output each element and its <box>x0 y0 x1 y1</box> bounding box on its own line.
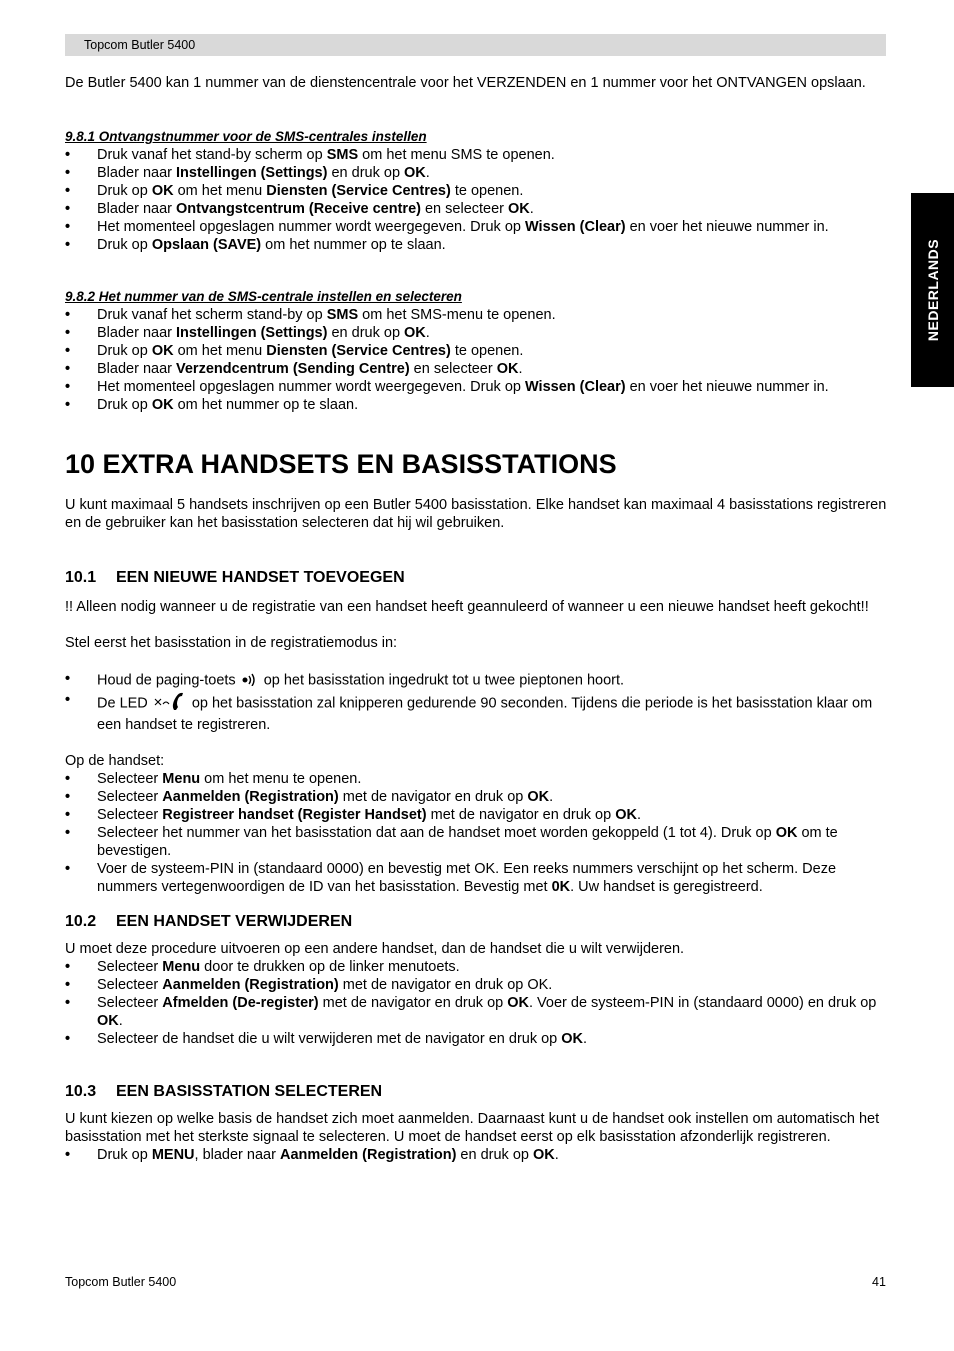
list-item: • Selecteer de handset die u wilt verwijderen met de navigator en druk op OK. <box>65 1030 890 1048</box>
section-number: 10.2 <box>65 913 97 930</box>
list-item: • De LED op het basisstation zal knipperen gedurende 90 seconden. Tijdens die periode is het basisstation klaar om een handset te registreren. <box>65 691 890 734</box>
list-item: • Selecteer Menu om het menu te openen. <box>65 770 890 788</box>
s981-list <box>65 146 890 254</box>
s103-intro: U kunt kiezen op welke basis de handset zich moet aanmelden. Daarnaast kunt u de handset ook instellen om automatisch het basisstation met het sterkste signaal te selecteren. U moet de handset eerst op elk basisstation afzonderlijk registreren. <box>65 1111 880 1145</box>
chapter-title: 10 EXTRA HANDSETS EN BASISSTATIONS <box>65 449 617 479</box>
header-title: Topcom Butler 5400 <box>84 38 196 52</box>
list-item: • Blader naar Instellingen (Settings) en druk op OK. <box>65 324 890 342</box>
section-number: 10.1 <box>65 569 97 586</box>
page-header <box>65 34 886 56</box>
subsection-9-8-2-title: 9.8.2 Het nummer van de SMS-centrale instellen en selecteren <box>65 289 462 304</box>
led-phone-icon <box>152 691 188 716</box>
list-item: • Druk op OK om het menu Diensten (Service Centres) te openen. <box>65 342 890 360</box>
language-tab <box>911 193 954 387</box>
s101-p1: Stel eerst het basisstation in de registratiemodus in: <box>65 635 398 651</box>
list-item: • Het momenteel opgeslagen nummer wordt weergegeven. Druk op Wissen (Clear) en voer het nieuwe nummer in. <box>65 378 890 396</box>
chapter-intro: U kunt maximaal 5 handsets inschrijven op een Butler 5400 basisstation. Elke handset kan maximaal 4 basisstations registreren en de gebruiker kan het basisstation selecteren dat hij wil gebruiken. <box>65 497 887 531</box>
list-item: • Houd de paging-toets op het basisstation ingedrukt tot u twee pieptonen hoort. <box>65 670 890 691</box>
s102-list <box>65 958 890 1048</box>
list-item: • Selecteer het nummer van het basisstation dat aan de handset moet worden gekoppeld (1 tot 4). Druk op OK om te bevestigen. <box>65 824 890 860</box>
list-item: • Selecteer Aanmelden (Registration) met de navigator en druk op OK. <box>65 976 890 994</box>
list-item: • Druk op Opslaan (SAVE) om het nummer op te slaan. <box>65 236 890 254</box>
page-content <box>65 74 890 1164</box>
list-item: • Druk vanaf het scherm stand-by op SMS om het SMS-menu te openen. <box>65 306 890 324</box>
list-item: • Het momenteel opgeslagen nummer wordt weergegeven. Druk op Wissen (Clear) en voer het nieuwe nummer in. <box>65 218 890 236</box>
s982-list <box>65 306 890 414</box>
section-title: EEN BASISSTATION SELECTEREN <box>116 1083 383 1100</box>
s101-base-list <box>65 670 890 734</box>
s101-note: !! Alleen nodig wanneer u de registratie van een handset heeft geannuleerd of wanneer u een nieuwe handset heeft gekocht!! <box>65 599 869 615</box>
section-title: EEN HANDSET VERWIJDEREN <box>116 913 353 930</box>
footer-title: Topcom Butler 5400 <box>65 1275 177 1289</box>
section-title: EEN NIEUWE HANDSET TOEVOEGEN <box>116 569 405 586</box>
list-item: • Selecteer Registreer handset (Register Handset) met de navigator en druk op OK. <box>65 806 890 824</box>
section-10-1-heading <box>65 568 890 588</box>
list-item: • Blader naar Instellingen (Settings) en druk op OK. <box>65 164 890 182</box>
subsection-9-8-1-title: 9.8.1 Ontvangstnummer voor de SMS-centrales instellen <box>65 129 427 144</box>
intro-paragraph: De Butler 5400 kan 1 nummer van de dienstencentrale voor het VERZENDEN en 1 nummer voor het ONTVANGEN opslaan. <box>65 75 866 91</box>
language-tab-label: NEDERLANDS <box>924 238 941 342</box>
section-10-3-heading <box>65 1082 890 1102</box>
list-item: • Druk op OK om het menu Diensten (Service Centres) te openen. <box>65 182 890 200</box>
list-item: • Voer de systeem-PIN in (standaard 0000) en bevestig met OK. Een reeks nummers verschijnt op het scherm. Deze nummers vertegenwoordigen de ID van het basisstation. Bevestig met 0K. Uw handset is geregistreerd. <box>65 860 890 896</box>
section-10-2-heading <box>65 912 890 932</box>
list-item: • Druk op MENU, blader naar Aanmelden (Registration) en druk op OK. <box>65 1146 890 1164</box>
paging-icon <box>240 670 260 691</box>
list-item: • Blader naar Verzendcentrum (Sending Centre) en selecteer OK. <box>65 360 890 378</box>
list-item: • Druk vanaf het stand-by scherm op SMS om het menu SMS te openen. <box>65 146 890 164</box>
s102-intro: U moet deze procedure uitvoeren op een andere handset, dan de handset die u wilt verwijderen. <box>65 941 685 957</box>
section-number: 10.3 <box>65 1083 97 1100</box>
list-item: • Druk op OK om het nummer op te slaan. <box>65 396 890 414</box>
s103-list <box>65 1146 890 1164</box>
list-item: • Selecteer Afmelden (De-register) met de navigator en druk op OK. Voer de systeem-PIN in (standaard 0000) en druk op OK. <box>65 994 890 1030</box>
list-item: • Blader naar Ontvangstcentrum (Receive centre) en selecteer OK. <box>65 200 890 218</box>
s101-handset-list <box>65 770 890 896</box>
list-item: • Selecteer Aanmelden (Registration) met de navigator en druk op OK. <box>65 788 890 806</box>
page-number: 41 <box>872 1275 886 1289</box>
list-item: • Selecteer Menu door te drukken op de linker menutoets. <box>65 958 890 976</box>
s101-p2: Op de handset: <box>65 753 165 769</box>
